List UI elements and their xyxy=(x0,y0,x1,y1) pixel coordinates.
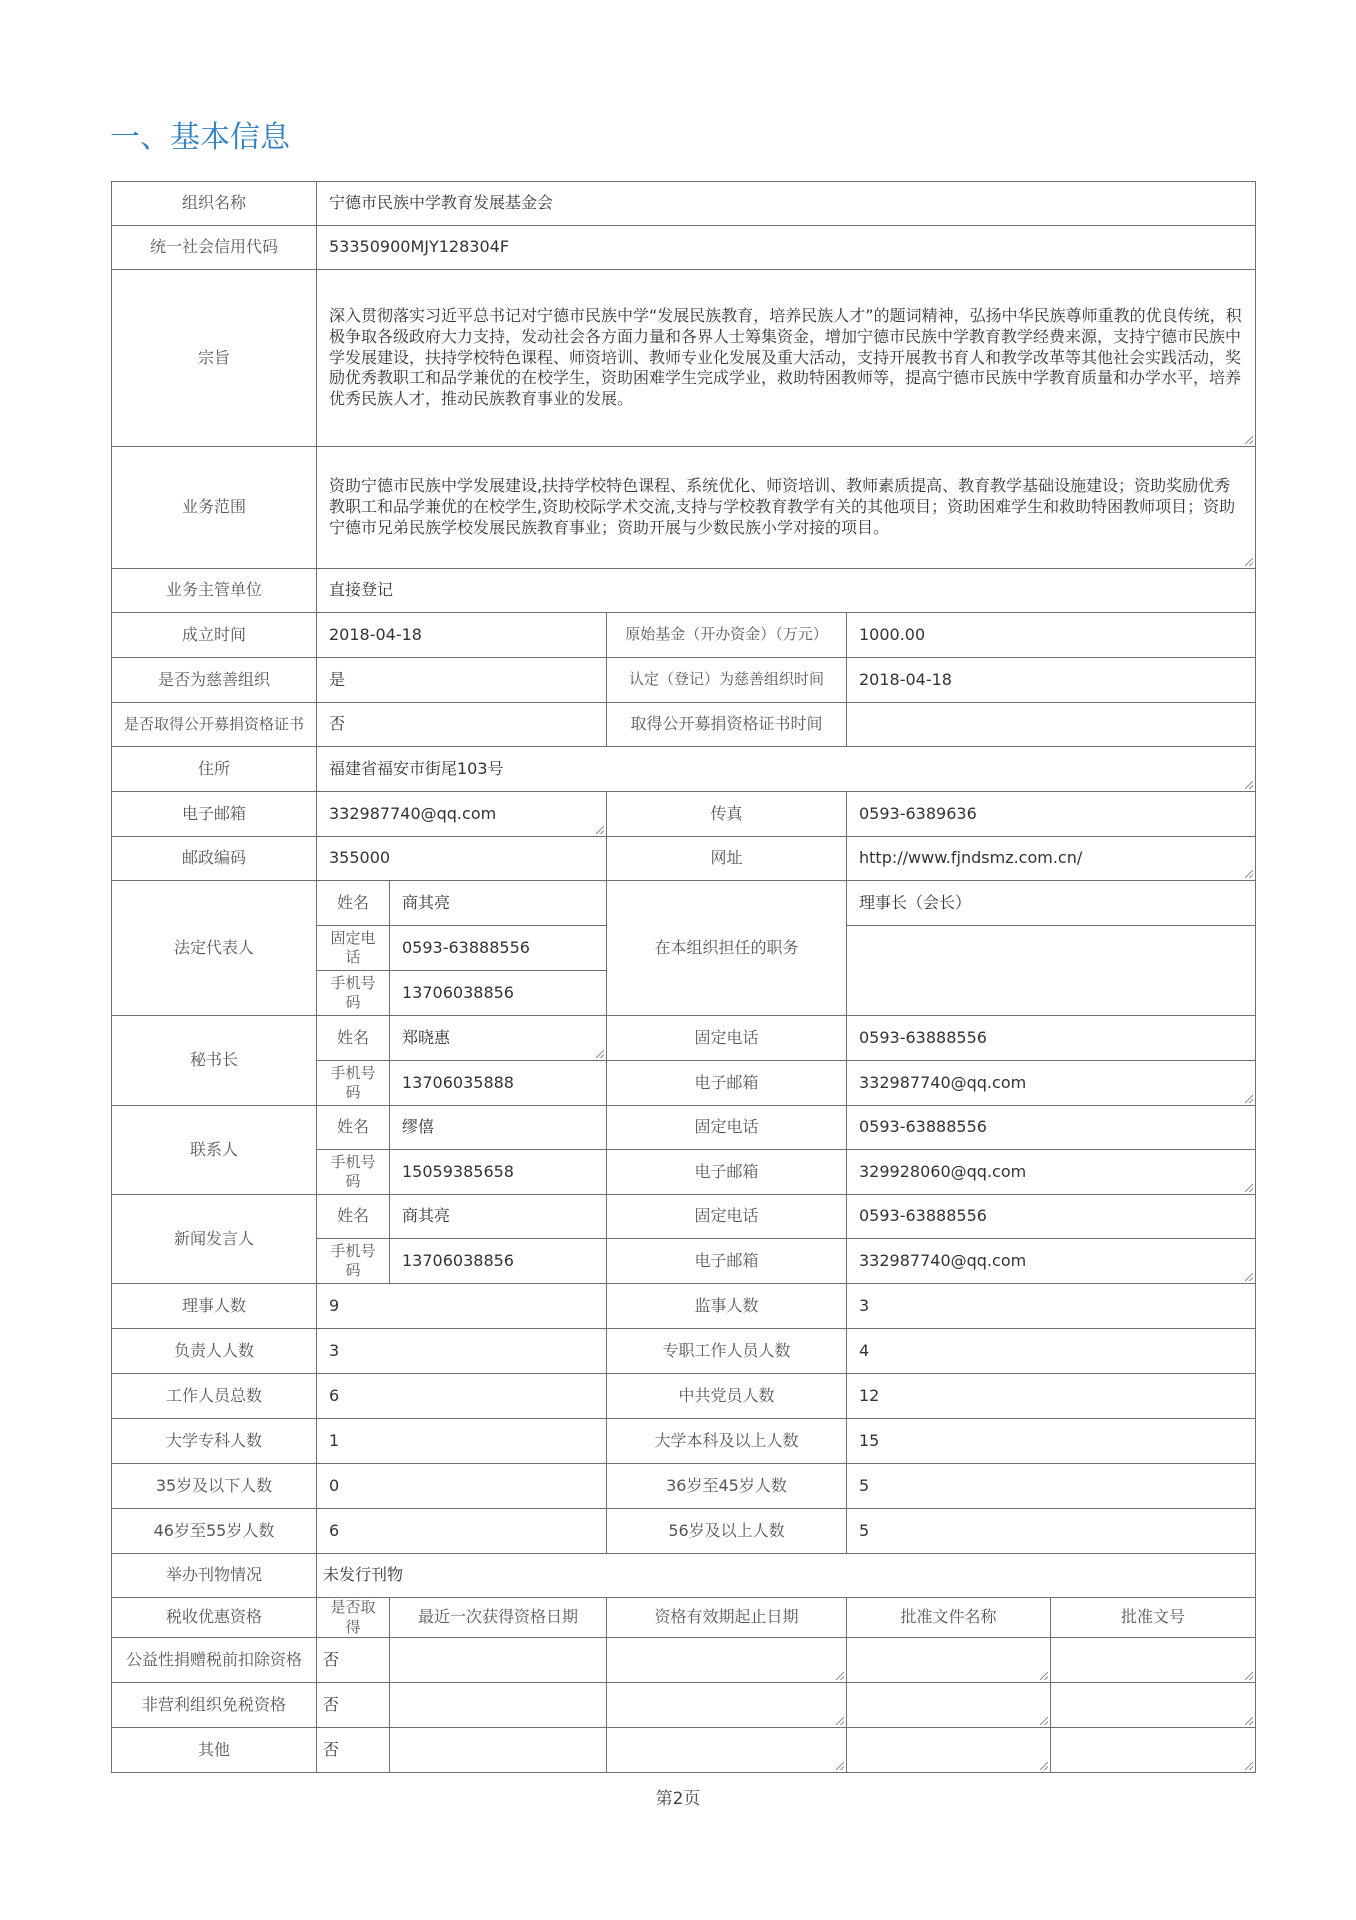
tax-row-doc-no xyxy=(1051,1638,1256,1683)
publication-value: 未发行刊物 xyxy=(317,1554,1256,1598)
row-stats-4 xyxy=(112,1419,1256,1464)
age46-55-label: 46岁至55岁人数 xyxy=(112,1509,317,1554)
directors-value: 9 xyxy=(317,1284,607,1329)
leaders-value: 3 xyxy=(317,1329,607,1374)
secretary-mobile-value: 13706035888 xyxy=(390,1061,607,1106)
row-address xyxy=(112,747,1256,792)
supervisor-label: 业务主管单位 xyxy=(112,569,317,613)
website-value: http://www.fjndsmz.com.cn/ xyxy=(847,837,1256,881)
spokesperson-name-value: 商其亮 xyxy=(390,1195,607,1239)
purpose-label: 宗旨 xyxy=(112,270,317,447)
tax-row-doc-name xyxy=(847,1638,1051,1683)
contact-email-value: 329928060@qq.com xyxy=(847,1150,1256,1195)
charity-date-label: 认定（登记）为慈善组织时间 xyxy=(607,658,847,703)
tax-row-label: 非营利组织免税资格 xyxy=(112,1683,317,1728)
age35-value: 0 xyxy=(317,1464,607,1509)
row-publication xyxy=(112,1554,1256,1598)
age56-label: 56岁及以上人数 xyxy=(607,1509,847,1554)
age36-45-value: 5 xyxy=(847,1464,1256,1509)
spokesperson-email-value: 332987740@qq.com xyxy=(847,1239,1256,1284)
tax-header-doc-no: 批准文号 xyxy=(1051,1598,1256,1638)
row-spokesperson-name xyxy=(112,1195,1256,1239)
business-scope-label: 业务范围 xyxy=(112,447,317,569)
tax-row-validity xyxy=(607,1728,847,1773)
tax-row-doc-name xyxy=(847,1683,1051,1728)
supervisors-label: 监事人数 xyxy=(607,1284,847,1329)
publication-label: 举办刊物情况 xyxy=(112,1554,317,1598)
charity-date-value: 2018-04-18 xyxy=(847,658,1256,703)
tax-row-obtained: 否 xyxy=(317,1638,390,1683)
tax-row-label: 公益性捐赠税前扣除资格 xyxy=(112,1638,317,1683)
tax-row-latest-date xyxy=(390,1728,607,1773)
directors-label: 理事人数 xyxy=(112,1284,317,1329)
row-org-name xyxy=(112,182,1256,226)
row-fundraise xyxy=(112,703,1256,747)
row-tax-other xyxy=(112,1728,1256,1773)
tax-row-validity xyxy=(607,1683,847,1728)
postcode-value: 355000 xyxy=(317,837,607,881)
secretary-phone-value: 0593-63888556 xyxy=(847,1016,1256,1061)
row-secretary-name xyxy=(112,1016,1256,1061)
row-stats-2 xyxy=(112,1329,1256,1374)
tax-row-doc-name xyxy=(847,1728,1051,1773)
secretary-name-value: 郑晓惠 xyxy=(390,1016,607,1061)
party-value: 12 xyxy=(847,1374,1256,1419)
email-label: 电子邮箱 xyxy=(112,792,317,837)
tax-header-latest-date: 最近一次获得资格日期 xyxy=(390,1598,607,1638)
legal-rep-phone-label: 固定电话 xyxy=(317,926,390,971)
row-purpose xyxy=(112,270,1256,447)
charity-value: 是 xyxy=(317,658,607,703)
secretary-email-label: 电子邮箱 xyxy=(607,1061,847,1106)
row-stats-1 xyxy=(112,1284,1256,1329)
supervisor-value: 直接登记 xyxy=(317,569,1256,613)
fund-value: 1000.00 xyxy=(847,613,1256,658)
supervisors-value: 3 xyxy=(847,1284,1256,1329)
legal-rep-phone-value: 0593-63888556 xyxy=(390,926,607,971)
tax-header-obtained: 是否取得 xyxy=(317,1598,390,1638)
row-email-fax xyxy=(112,792,1256,837)
fundraise-date-label: 取得公开募捐资格证书时间 xyxy=(607,703,847,747)
age46-55-value: 6 xyxy=(317,1509,607,1554)
legal-rep-duty-value: 理事长（会长） xyxy=(847,881,1256,926)
credit-code-label: 统一社会信用代码 xyxy=(112,226,317,270)
row-charity xyxy=(112,658,1256,703)
secretary-phone-label: 固定电话 xyxy=(607,1016,847,1061)
fax-label: 传真 xyxy=(607,792,847,837)
secretary-label: 秘书长 xyxy=(112,1016,317,1106)
fax-value: 0593-6389636 xyxy=(847,792,1256,837)
website-label: 网址 xyxy=(607,837,847,881)
tax-row-label: 其他 xyxy=(112,1728,317,1773)
fund-label: 原始基金（开办资金）（万元） xyxy=(607,613,847,658)
page-number: 第2页 xyxy=(655,1789,701,1809)
tax-row-obtained: 否 xyxy=(317,1728,390,1773)
age56-value: 5 xyxy=(847,1509,1256,1554)
contact-name-label: 姓名 xyxy=(317,1106,390,1150)
fulltime-label: 专职工作人员人数 xyxy=(607,1329,847,1374)
contact-email-label: 电子邮箱 xyxy=(607,1150,847,1195)
college-label: 大学专科人数 xyxy=(112,1419,317,1464)
legal-rep-mobile-label: 手机号码 xyxy=(317,971,390,1016)
row-tax-donation xyxy=(112,1638,1256,1683)
contact-phone-label: 固定电话 xyxy=(607,1106,847,1150)
spokesperson-mobile-value: 13706038856 xyxy=(390,1239,607,1284)
row-tax-header xyxy=(112,1598,1256,1638)
business-scope-text: 资助宁德市民族中学发展建设,扶持学校特色课程、系统优化、师资培训、教师素质提高、教育教学基础设施建设；资助奖励优秀教职工和品学兼优的在校学生,资助校际学术交流,支持与学校教育教学有关的其他项目；资助困难学生和救助特困教师项目；资助宁德市兄弟民族学校发展民族教育事业；资助开展与少数民族小学对接的项目。 xyxy=(317,447,1256,569)
spokesperson-phone-value: 0593-63888556 xyxy=(847,1195,1256,1239)
party-label: 中共党员人数 xyxy=(607,1374,847,1419)
tax-header-validity: 资格有效期起止日期 xyxy=(607,1598,847,1638)
contact-name-value: 缪僖 xyxy=(390,1106,607,1150)
row-legal-rep-name xyxy=(112,881,1256,926)
tax-row-doc-no xyxy=(1051,1683,1256,1728)
tax-row-validity xyxy=(607,1638,847,1683)
spokesperson-name-label: 姓名 xyxy=(317,1195,390,1239)
charity-label: 是否为慈善组织 xyxy=(112,658,317,703)
org-name-value: 宁德市民族中学教育发展基金会 xyxy=(317,182,1256,226)
row-tax-nonprofit xyxy=(112,1683,1256,1728)
row-founded xyxy=(112,613,1256,658)
contact-mobile-label: 手机号码 xyxy=(317,1150,390,1195)
fundraise-date-value xyxy=(847,703,1256,747)
founded-value: 2018-04-18 xyxy=(317,613,607,658)
tax-label: 税收优惠资格 xyxy=(112,1598,317,1638)
bachelor-label: 大学本科及以上人数 xyxy=(607,1419,847,1464)
credit-code-value: 53350900MJY128304F xyxy=(317,226,1256,270)
address-value: 福建省福安市街尾103号 xyxy=(317,747,1256,792)
legal-rep-name-value: 商其亮 xyxy=(390,881,607,926)
secretary-email-value: 332987740@qq.com xyxy=(847,1061,1256,1106)
legal-rep-mobile-value: 13706038856 xyxy=(390,971,607,1016)
staff-label: 工作人员总数 xyxy=(112,1374,317,1419)
contact-mobile-value: 15059385658 xyxy=(390,1150,607,1195)
org-name-label: 组织名称 xyxy=(112,182,317,226)
purpose-text: 深入贯彻落实习近平总书记对宁德市民族中学“发展民族教育，培养民族人才”的题词精神，弘扬中华民族尊师重教的优良传统，积极争取各级政府大力支持，发动社会各方面力量和各界人士筹集资金，增加宁德市民族中学教育教学经费来源，支持宁德市民族中学发展建设，扶持学校特色课程、师资培训、教师专业化发展及重大活动，支持开展教书育人和教学改革等其他社会实践活动，奖励优秀教职工和品学兼优的在校学生，资助困难学生完成学业，救助特困教师等，提高宁德市民族中学教育质量和办学水平，培养优秀民族人才，推动民族教育事业的发展。 xyxy=(317,270,1256,447)
spokesperson-phone-label: 固定电话 xyxy=(607,1195,847,1239)
legal-rep-label: 法定代表人 xyxy=(112,881,317,1016)
tax-row-latest-date xyxy=(390,1638,607,1683)
row-stats-5 xyxy=(112,1464,1256,1509)
legal-rep-name-label: 姓名 xyxy=(317,881,390,926)
tax-row-obtained: 否 xyxy=(317,1683,390,1728)
row-stats-6 xyxy=(112,1509,1256,1554)
secretary-name-label: 姓名 xyxy=(317,1016,390,1061)
fundraise-value: 否 xyxy=(317,703,607,747)
staff-value: 6 xyxy=(317,1374,607,1419)
row-credit-code xyxy=(112,226,1256,270)
fundraise-label: 是否取得公开募捐资格证书 xyxy=(112,703,317,747)
tax-row-latest-date xyxy=(390,1683,607,1728)
leaders-label: 负责人人数 xyxy=(112,1329,317,1374)
row-contact-name xyxy=(112,1106,1256,1150)
founded-label: 成立时间 xyxy=(112,613,317,658)
row-postcode-website xyxy=(112,837,1256,881)
age35-label: 35岁及以下人数 xyxy=(112,1464,317,1509)
postcode-label: 邮政编码 xyxy=(112,837,317,881)
legal-rep-duty-space xyxy=(847,926,1256,1016)
age36-45-label: 36岁至45岁人数 xyxy=(607,1464,847,1509)
tax-header-doc-name: 批准文件名称 xyxy=(847,1598,1051,1638)
fulltime-value: 4 xyxy=(847,1329,1256,1374)
email-value: 332987740@qq.com xyxy=(317,792,607,837)
tax-row-doc-no xyxy=(1051,1728,1256,1773)
row-supervisor xyxy=(112,569,1256,613)
bachelor-value: 15 xyxy=(847,1419,1256,1464)
row-stats-3 xyxy=(112,1374,1256,1419)
spokesperson-mobile-label: 手机号码 xyxy=(317,1239,390,1284)
spokesperson-email-label: 电子邮箱 xyxy=(607,1239,847,1284)
secretary-mobile-label: 手机号码 xyxy=(317,1061,390,1106)
section-title: 一、基本信息 xyxy=(110,120,290,155)
address-label: 住所 xyxy=(112,747,317,792)
row-business-scope xyxy=(112,447,1256,569)
legal-rep-duty-label: 在本组织担任的职务 xyxy=(607,881,847,1016)
basic-info-table xyxy=(111,181,1256,1773)
contact-label: 联系人 xyxy=(112,1106,317,1195)
college-value: 1 xyxy=(317,1419,607,1464)
spokesperson-label: 新闻发言人 xyxy=(112,1195,317,1284)
contact-phone-value: 0593-63888556 xyxy=(847,1106,1256,1150)
